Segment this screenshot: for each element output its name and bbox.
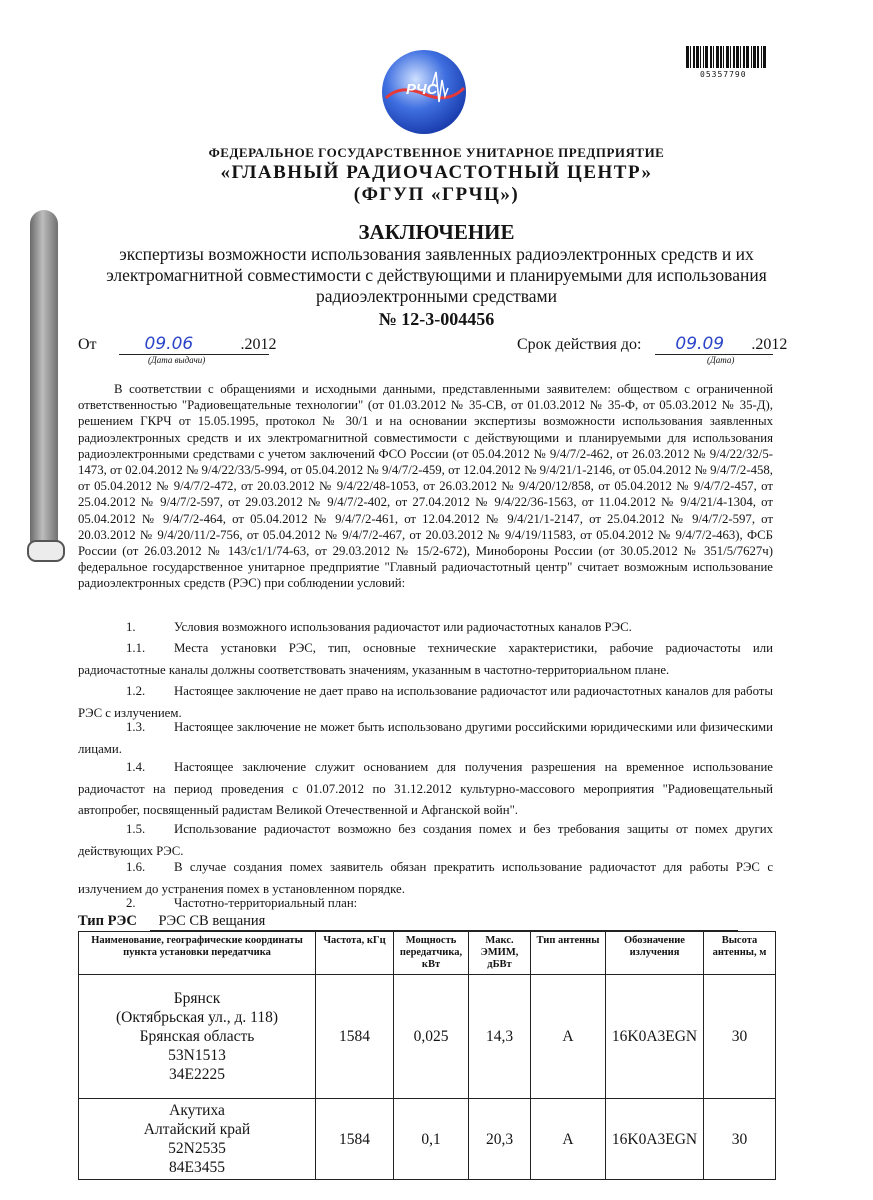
res-type-row bbox=[78, 913, 738, 931]
table-row bbox=[79, 975, 776, 1099]
issue-date-field bbox=[119, 334, 277, 355]
issue-date-block bbox=[78, 334, 277, 365]
item-text: Частотно-территориальный план: bbox=[174, 896, 358, 910]
document-subtitle: экспертизы возможности использования заявленных радиоэлектронных средств и их электромагнитной совместимости с действующими и планируемыми для использования радиоэлектронными средствами bbox=[106, 244, 767, 306]
item-text: Места установки РЭС, тип, основные технические характеристики, рабочие радиочастоты или радиочастотные каналы должны соответствовать значениям, указанным в частотно-территориальном плане. bbox=[78, 641, 773, 677]
item-number: 2. bbox=[126, 896, 136, 910]
intro-paragraph bbox=[78, 381, 773, 592]
table-row bbox=[79, 1099, 776, 1180]
antenna-type-cell: А bbox=[531, 1099, 606, 1180]
frequency-cell: 1584 bbox=[316, 975, 394, 1099]
item-text: Использование радиочастот возможно без создания помех и без требования защиты от помех других действующих РЭС. bbox=[78, 822, 773, 858]
location-line: 53N1513 bbox=[168, 1047, 226, 1064]
location-line: Акутиха bbox=[169, 1102, 225, 1119]
location-line: Брянская область bbox=[139, 1028, 255, 1045]
item-number: 1.5. bbox=[126, 822, 146, 836]
emim-cell: 14,3 bbox=[469, 975, 531, 1099]
org-line-1: ФЕДЕРАЛЬНОЕ ГОСУДАРСТВЕННОЕ УНИТАРНОЕ ПРЕДПРИЯТИЕ bbox=[208, 145, 665, 160]
issue-year: .2012 bbox=[240, 336, 277, 353]
res-type-label: Тип РЭС bbox=[78, 913, 137, 929]
item-text: Условия возможного использования радиочастот или радиочастотных каналов РЭС. bbox=[174, 620, 632, 634]
location-cell bbox=[79, 975, 316, 1099]
col-power: Мощность передатчика, кВт bbox=[394, 932, 469, 975]
emission-cell: 16K0A3EGN bbox=[606, 1099, 704, 1180]
antenna-height-cell: 30 bbox=[704, 1099, 776, 1180]
item-text: В случае создания помех заявитель обязан прекратить использование радиочастот для работы РЭС с излучением до устранения помех в установленном порядке. bbox=[78, 860, 773, 896]
item-number: 1.2. bbox=[126, 684, 146, 698]
item-1-1 bbox=[78, 638, 773, 681]
item-number: 1.4. bbox=[126, 760, 146, 774]
barcode bbox=[686, 46, 781, 68]
location-line: Алтайский край bbox=[143, 1121, 251, 1138]
item-number: 1.3. bbox=[126, 720, 146, 734]
res-type-value: РЭС СВ вещания bbox=[150, 913, 738, 931]
valid-label: Срок действия до: bbox=[517, 336, 642, 353]
item-1-5 bbox=[78, 819, 773, 862]
col-antenna-height: Высота антенны, м bbox=[704, 932, 776, 975]
location-line: 34E2225 bbox=[169, 1066, 225, 1083]
col-antenna-type: Тип антенны bbox=[531, 932, 606, 975]
rchs-logo bbox=[380, 48, 468, 136]
col-emim: Макс. ЭМИМ, дБВт bbox=[469, 932, 531, 975]
org-line-3: (ФГУП «ГРЧЦ») bbox=[353, 184, 520, 205]
item-number: 1. bbox=[126, 620, 136, 634]
issue-date-hint: (Дата выдачи) bbox=[148, 355, 206, 365]
location-line: Брянск bbox=[173, 990, 221, 1007]
antenna-type-cell: А bbox=[531, 975, 606, 1099]
location-line: 84E3455 bbox=[169, 1159, 225, 1176]
item-text: Настоящее заключение служит основанием для получения разрешения на временное использование радиочастот на период проведения с 01.07.2012 по 31.12.2012 культурно-массового мероприятия "Радиовещательный автопробег, посвященный радистам Великой Отечественной и Афганской войн". bbox=[78, 760, 773, 817]
org-line-2: «ГЛАВНЫЙ РАДИОЧАСТОТНЫЙ ЦЕНТР» bbox=[220, 162, 653, 183]
frequency-plan-table bbox=[78, 931, 776, 1180]
col-location: Наименование, географические координаты пункта установки передатчика bbox=[79, 932, 316, 975]
valid-date-handwritten: 09.09 bbox=[675, 334, 725, 354]
emission-cell: 16K0A3EGN bbox=[606, 975, 704, 1099]
valid-date-block bbox=[517, 334, 788, 365]
valid-date-field bbox=[655, 334, 788, 355]
location-line: (Октябрьская ул., д. 118) bbox=[115, 1009, 279, 1026]
valid-date-hint: (Дата) bbox=[707, 355, 735, 365]
location-cell bbox=[79, 1099, 316, 1180]
valid-year: .2012 bbox=[751, 336, 788, 353]
emim-cell: 20,3 bbox=[469, 1099, 531, 1180]
location-line: 52N2535 bbox=[168, 1140, 226, 1157]
power-cell: 0,1 bbox=[394, 1099, 469, 1180]
binder-clip bbox=[30, 210, 58, 555]
document-title: ЗАКЛЮЧЕНИЕ bbox=[358, 220, 515, 244]
antenna-height-cell: 30 bbox=[704, 975, 776, 1099]
item-1-4 bbox=[78, 757, 773, 822]
frequency-cell: 1584 bbox=[316, 1099, 394, 1180]
col-frequency: Частота, кГц bbox=[316, 932, 394, 975]
intro-text: В соответствии с обращениями и исходными данными, представленными заявителем: обществом с ограниченной ответственностью "Радиовещательные технологии" (от 01.03.2012 № 35-СВ, от 01.03.2012 № 35-Ф, от 05.03.2012 № 35-Д), решением ГКРЧ от 15.05.1995, протокол № 30/1 и на основании экспертизы возможности использования заявленных радиоэлектронных средств и их электромагнитной совместимости с действующими и планируемыми для использования радиоэлектронными средствами с учетом заключений ФСО России (от 05.04.2012 № 9/4/7/2-462, от 26.03.2012 № 9/4/22/32/5-1473, от 02.04.2012 № 9/4/22/33/5-994, от 05.04.2012 № 9/4/7/2-459, от 12.04.2012 № 9/4/21/1-2146, от 05.04.2012 № 9/4/7/2-458, от 05.04.2012 № 9/4/7/2-472, от 20.03.2012 № 9/4/22/48-1053, от 26.03.2012 № 9/4/20/12/858, от 05.04.2012 № 9/4/7/2-457, от 25.04.2012 № 9/4/7/2-597, от 29.03.2012 № 9/4/7/2-402, от 27.04.2012 № 9/4/22/36-1563, от 11.04.2012 № 9/4/21/4-1304, от 05.04.2012 № 9/4/7/2-464, от 05.04.2012 № 9/4/7/2-461, от 12.04.2012 № 9/4/21/1-2147, от 25.04.2012 № 9/4/7/2-597, от 20.03.2012 № 9/4/20/11/2-756, от 05.04.2012 № 9/4/7/2-467, от 20.03.2012 № 9/4/19/11583, от 05.04.2012 № 9/4/7/2-463), ФСБ России (от 26.03.2012 № 143/с1/1/74-63, от 29.03.2012 № 15/2-672), Минобороны России (от 30.05.2012 № 351/5/7627ч) федеральное государственное унитарное предприятие "Главный радиочастотный центр" считает возможным использование радиоэлектронных средств (РЭС) при соблюдении условий: bbox=[78, 382, 773, 591]
document-number: № 12-3-004456 bbox=[378, 309, 495, 329]
item-2 bbox=[78, 893, 773, 915]
item-text: Настоящее заключение не может быть использовано другими российскими юридическими или физическими лицами. bbox=[78, 720, 773, 756]
table-header-row bbox=[79, 932, 776, 975]
item-number: 1.1. bbox=[126, 641, 146, 655]
issue-date-handwritten: 09.06 bbox=[144, 334, 194, 354]
binder-ring bbox=[27, 540, 65, 562]
from-label: От bbox=[78, 336, 97, 353]
item-number: 1.6. bbox=[126, 860, 146, 874]
logo-text: РЧС bbox=[406, 81, 438, 98]
item-1-3 bbox=[78, 717, 773, 760]
power-cell: 0,025 bbox=[394, 975, 469, 1099]
item-text: Настоящее заключение не дает право на использование радиочастот или радиочастотных каналов для работы РЭС с излучением. bbox=[78, 684, 773, 720]
barcode-number: 05357790 bbox=[700, 70, 747, 79]
col-emission: Обозначение излучения bbox=[606, 932, 704, 975]
item-1 bbox=[78, 617, 773, 639]
